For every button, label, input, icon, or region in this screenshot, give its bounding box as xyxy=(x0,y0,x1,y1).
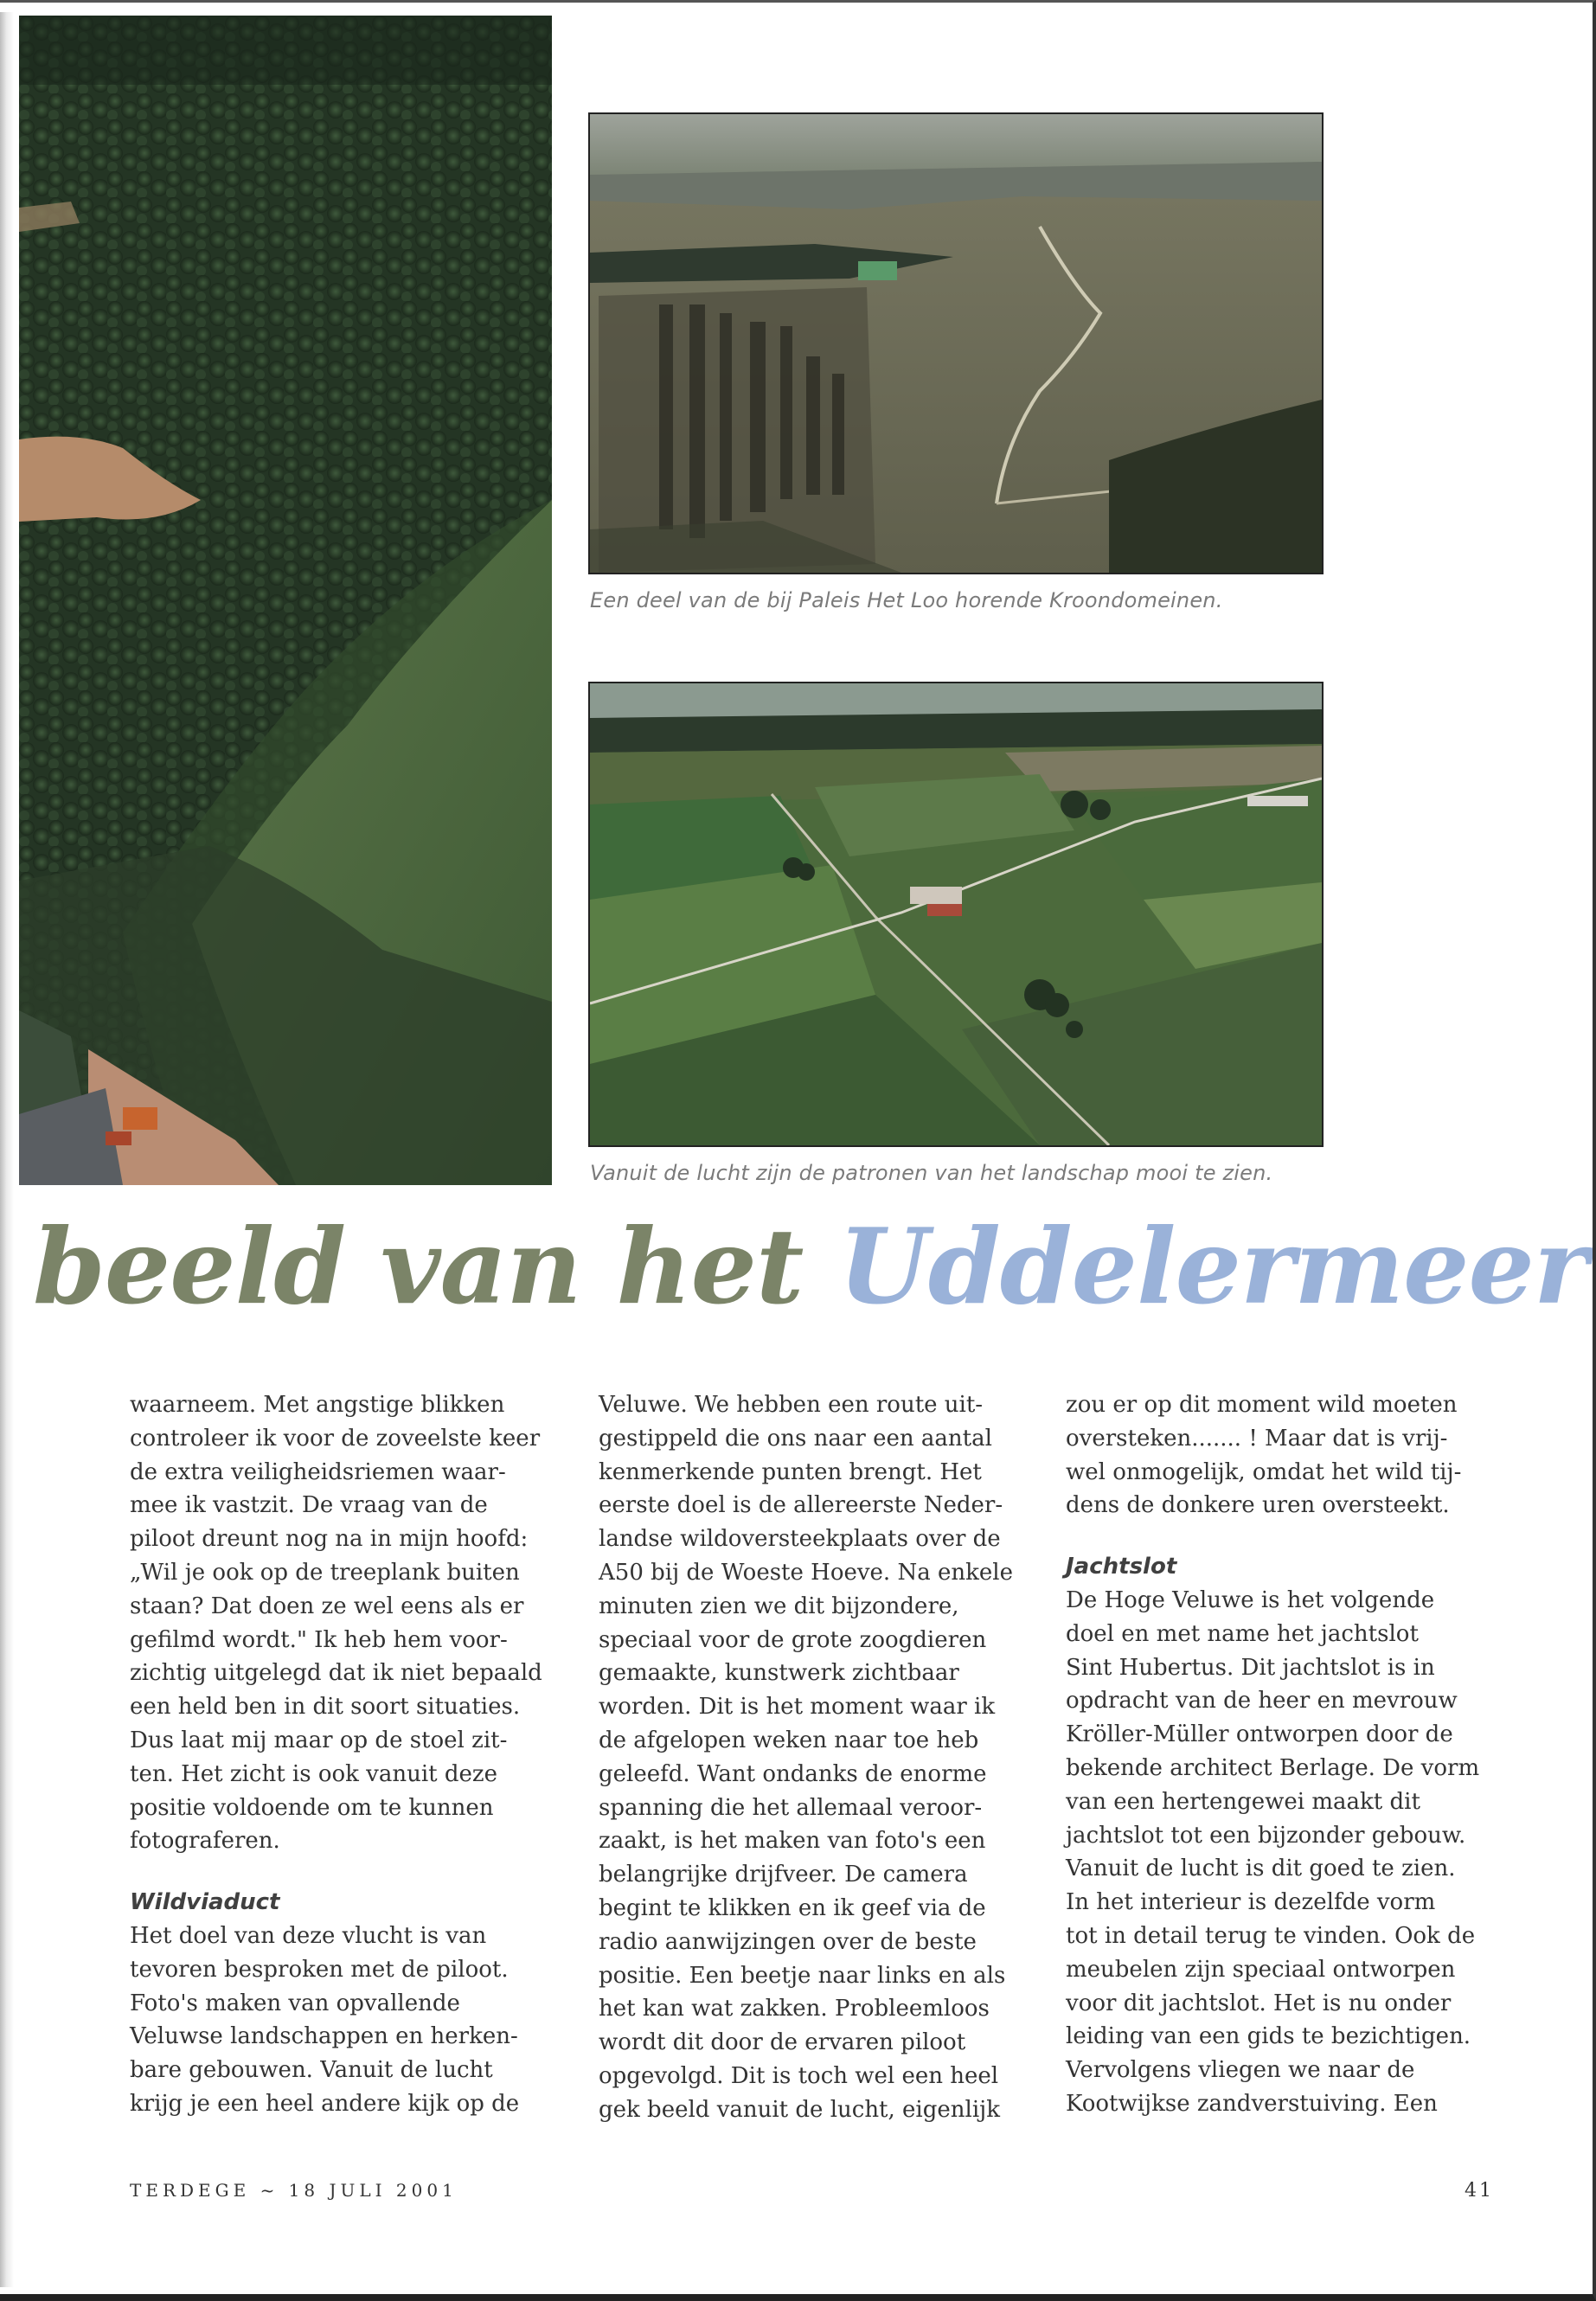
text-line: Veluwe. We hebben een route uit- xyxy=(599,1392,984,1418)
fields-photo-caption: Vanuit de lucht zijn de patronen van het landschap mooi te zien. xyxy=(590,1161,1273,1185)
text-line: controleer ik voor de zoveelste keer xyxy=(130,1425,541,1452)
text-line: gemaakte, kunstwerk zichtbaar xyxy=(599,1660,959,1687)
text-line: dens de donkere uren oversteekt. xyxy=(1066,1492,1450,1519)
text-line: minuten zien we dit bijzondere, xyxy=(599,1593,959,1619)
footer-publication-date: TERDEGE ~ 18 JULI 2001 xyxy=(130,2180,458,2201)
text-line: oversteken....... ! Maar dat is vrij- xyxy=(1066,1425,1448,1452)
text-line: Het doel van deze vlucht is van xyxy=(130,1922,487,1949)
text-line: Foto's maken van opvallende xyxy=(130,1990,460,2016)
heath-photo-caption: Een deel van de bij Paleis Het Loo horende Kroondomeinen. xyxy=(590,588,1223,612)
fields-aerial-photo xyxy=(588,682,1324,1147)
text-line: begint te klikken en ik geef via de xyxy=(599,1894,986,1921)
paragraph xyxy=(1066,1388,1498,1522)
paragraph xyxy=(130,1920,562,2121)
text-line: wel onmogelijk, omdat het wild tij- xyxy=(1066,1458,1462,1485)
text-line: wordt dit door de ervaren piloot xyxy=(599,2029,966,2056)
text-column-3 xyxy=(1066,1388,1498,2121)
article-headline xyxy=(33,1202,1587,1332)
text-line: Veluwse landschappen en herken- xyxy=(130,2023,518,2050)
text-line: gefilmd wordt." Ik heb hem voor- xyxy=(130,1626,508,1653)
text-line: opdracht van de heer en mevrouw xyxy=(1066,1688,1458,1715)
text-line: zaakt, is het maken van foto's een xyxy=(599,1828,986,1855)
text-line: fotograferen. xyxy=(130,1828,280,1855)
text-line: ten. Het zicht is ook vanuit deze xyxy=(130,1760,497,1787)
text-line: gek beeld vanuit de lucht, eigenlijk xyxy=(599,2096,1000,2123)
text-line: piloot dreunt nog na in mijn hoofd: xyxy=(130,1526,529,1553)
text-line: van een hertengewei maakt dit xyxy=(1066,1788,1420,1815)
paragraph xyxy=(599,1388,1031,2127)
text-line: Vanuit de lucht is dit goed te zien. xyxy=(1066,1856,1456,1882)
text-line: doel en met name het jachtslot xyxy=(1066,1620,1419,1647)
text-line: meubelen zijn speciaal ontworpen xyxy=(1066,1956,1456,1983)
text-line: zichtig uitgelegd dat ik niet bepaald xyxy=(130,1660,542,1687)
text-line: „Wil je ook op de treeplank buiten xyxy=(130,1559,520,1586)
text-line: de afgelopen weken naar toe heb xyxy=(599,1727,979,1753)
text-line: A50 bij de Woeste Hoeve. Na enkele xyxy=(599,1559,1013,1586)
text-line: gestippeld die ons naar een aantal xyxy=(599,1425,992,1452)
text-line: geleefd. Want ondanks de enorme xyxy=(599,1760,987,1787)
heath-aerial-photo xyxy=(588,112,1324,574)
text-line: het kan wat zakken. Probleemloos xyxy=(599,1996,990,2022)
text-line: jachtslot tot een bijzonder gebouw. xyxy=(1066,1822,1466,1849)
text-line: Kootwijkse zandverstuiving. Een xyxy=(1066,2090,1438,2117)
text-line: de extra veiligheidsriemen waar- xyxy=(130,1458,506,1485)
headline-part-2: Uddelermeer xyxy=(838,1206,1588,1328)
text-column-2 xyxy=(599,1388,1031,2127)
text-line: Dus laat mij maar op de stoel zit- xyxy=(130,1727,508,1753)
text-line: positie voldoende om te kunnen xyxy=(130,1794,494,1821)
text-line: kenmerkende punten brengt. Het xyxy=(599,1458,982,1485)
forest-aerial-photo xyxy=(19,16,552,1185)
section-heading-wildviaduct: Wildviaduct xyxy=(130,1889,280,1916)
text-line: een held ben in dit soort situaties. xyxy=(130,1694,521,1721)
text-line: bare gebouwen. Vanuit de lucht xyxy=(130,2057,493,2084)
text-line: De Hoge Veluwe is het volgende xyxy=(1066,1586,1435,1613)
text-line: tevoren besproken met de piloot. xyxy=(130,1956,509,1983)
text-line: eerste doel is de allereerste Neder- xyxy=(599,1492,1003,1519)
text-line: waarneem. Met angstige blikken xyxy=(130,1392,505,1418)
text-line: Sint Hubertus. Dit jachtslot is in xyxy=(1066,1654,1435,1681)
text-line: speciaal voor de grote zoogdieren xyxy=(599,1626,987,1653)
page-edge-shadow xyxy=(0,12,14,2287)
text-line: worden. Dit is het moment waar ik xyxy=(599,1694,996,1721)
text-line: spanning die het allemaal veroor- xyxy=(599,1794,983,1821)
paragraph xyxy=(130,1388,562,1858)
text-line: positie. Een beetje naar links en als xyxy=(599,1962,1006,1989)
text-line: zou er op dit moment wild moeten xyxy=(1066,1392,1458,1418)
text-line: Kröller-Müller ontworpen door de xyxy=(1066,1721,1453,1748)
text-line: Vervolgens vliegen we naar de xyxy=(1066,2057,1415,2084)
text-line: voor dit jachtslot. Het is nu onder xyxy=(1066,1990,1452,2016)
text-line: staan? Dat doen ze wel eens als er xyxy=(130,1593,524,1619)
text-line: radio aanwijzingen over de beste xyxy=(599,1928,977,1955)
text-line: In het interieur is dezelfde vorm xyxy=(1066,1889,1436,1916)
text-line: tot in detail terug te vinden. Ook de xyxy=(1066,1922,1476,1949)
text-line: leiding van een gids te bezichtigen. xyxy=(1066,2023,1471,2050)
text-line: mee ik vastzit. De vraag van de xyxy=(130,1492,488,1519)
headline-part-1: beeld van het xyxy=(33,1206,804,1328)
text-line: bekende architect Berlage. De vorm xyxy=(1066,1754,1480,1781)
page-number: 41 xyxy=(1465,2180,1494,2202)
text-line: landse wildoversteekplaats over de xyxy=(599,1526,1001,1553)
text-line: belangrijke drijfveer. De camera xyxy=(599,1862,968,1888)
section-heading-jachtslot: Jachtslot xyxy=(1066,1554,1177,1580)
text-line: krijg je een heel andere kijk op de xyxy=(130,2090,520,2117)
paragraph xyxy=(1066,1584,1498,2121)
text-column-1 xyxy=(130,1388,562,2121)
text-line: opgevolgd. Dit is toch wel een heel xyxy=(599,2062,999,2089)
